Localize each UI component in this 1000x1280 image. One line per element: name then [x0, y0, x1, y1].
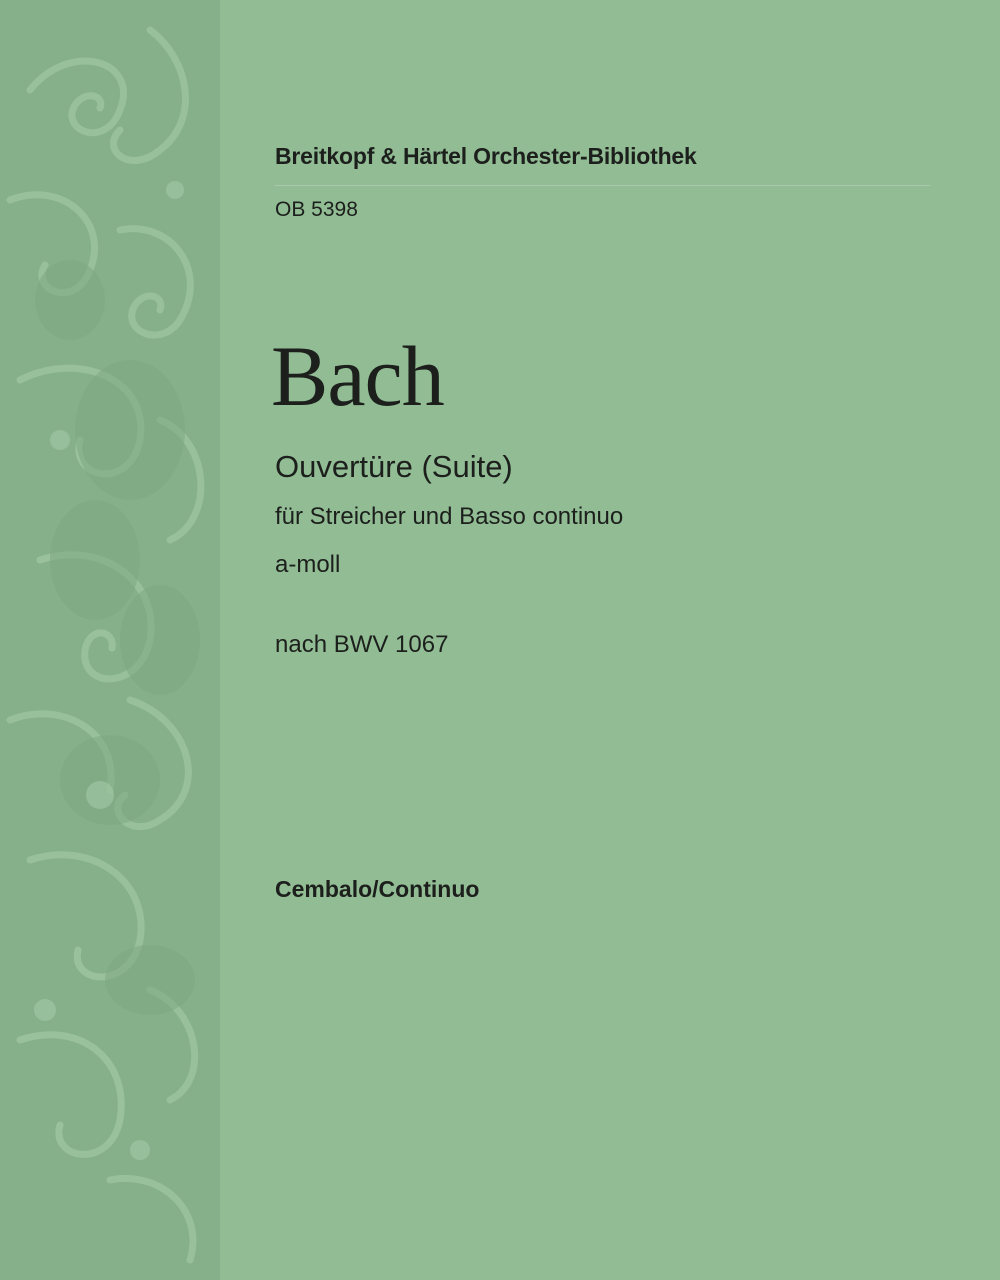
catalog-number: OB 5398 [275, 198, 358, 221]
key-signature: a-moll [275, 551, 341, 578]
work-title: Ouvertüre (Suite) [275, 449, 513, 484]
ornament-pattern [0, 0, 220, 1280]
part-name: Cembalo/Continuo [275, 876, 480, 902]
baroque-ornament-strip [0, 0, 220, 1280]
series-title: Breitkopf & Härtel Orchester-Bibliothek [275, 143, 697, 169]
source-reference: nach BWV 1067 [275, 631, 449, 658]
instrumentation: für Streicher und Basso continuo [275, 503, 624, 530]
composer-name: Bach [271, 328, 444, 424]
divider [275, 185, 930, 186]
